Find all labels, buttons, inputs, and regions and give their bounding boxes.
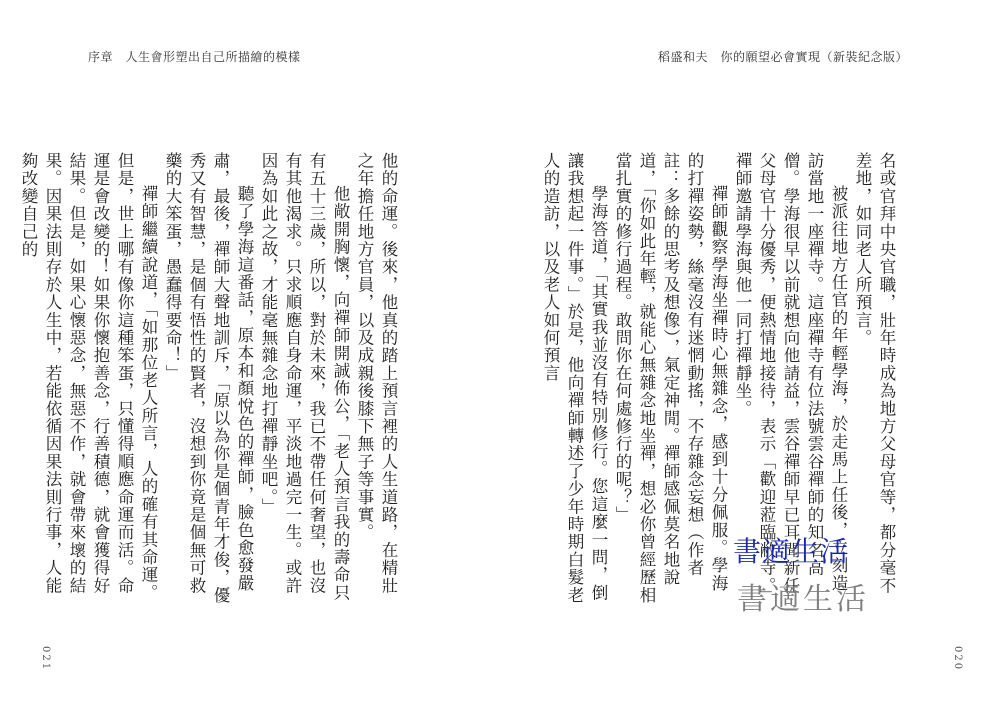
page-number-left: 021 — [40, 646, 51, 672]
body-text-left — [19, 152, 400, 607]
paragraph: 學海答道，「其實我並沒有特別修行。您這麼一問，倒讓我想起一件事。」於是，他向禪師轉述了少年時期白髮老人的造訪，以及老人如何預言 — [541, 152, 608, 604]
paragraph: 聽了學海這番話，原本和顏悅色的禪師，臉色愈發嚴肅，最後，禪師大聲地訓斥，「原以為你是個青年才俊，優秀又有智慧，是個有悟性的賢者，沒想到你竟是個無可救藥的大笨蛋，愚蠢得要命！」 — [163, 152, 254, 604]
paragraph: 名或官拜中央官職，壯年時成為地方父母官等，都分毫不差地，如同老人所預言。 — [853, 152, 896, 595]
paragraph: 被派往地方任官的年輕學海，於走馬上任後，立刻造訪當地一座禪寺。這座禪寺有位法號雲谷禪師的知名高僧。學海很早以前就想向他請益，雲谷禪師早已耳聞新任父母官十分優秀，便熱情地接待，表示「歡迎蒞臨敝寺。」禪師邀請學海與他一同打禪靜坐。 — [733, 152, 848, 604]
running-head-right: 稻盛和夫 你的願望必會實現（新裝紀念版） — [657, 50, 908, 64]
paragraph: 禪師繼續說道，「如那位老人所言，人的確有其命運。但是，世上哪有像你這種笨蛋，只懂得順應命運而活。命運是會改變的！如果你懷抱善念，行善積德，就會獲得好結果。但是，如果心懷惡念，無惡不作，就會帶來壞的結果。因果法則存於人生中，若能依循因果法則行事，人能夠改變自己的 — [19, 152, 158, 602]
publisher-watermark — [733, 530, 869, 620]
watermark-text-gray: 書適生活 — [737, 582, 869, 617]
running-head-left: 序章 人生會形塑出自己所描繪的模樣 — [88, 50, 301, 64]
paragraph: 他的命運。後來，他真的踏上預言裡的人生道路，在精壯之年擔任地方官員，以及成親後膝下無子等事實。 — [355, 152, 398, 595]
paragraph: 禪師觀察學海坐禪時心無雜念，感到十分佩服。學海的打禪姿勢，絲毫沒有迷惘動搖，不存雜念妄想（作者註：多餘的思考及想像），氣定神閒。禪師感佩莫名地說道，「你如此年輕，就能心無雜念地坐禪，想必你曾經歷相當扎實的修行過程。敢問你在何處修行的呢？」 — [613, 152, 728, 604]
page-number-right: 020 — [952, 646, 963, 672]
paragraph: 他敞開胸懷，向禪師開誠佈公，「老人預言我的壽命只有五十三歲，所以，對於未來，我已不帶任何奢望，也沒有其他渴求。只求順應自身命運，平淡地過完一生。或許因為如此之故，才能毫無雜念地打禪靜坐吧。」 — [259, 152, 350, 602]
watermark-text-blue: 書適生活 — [733, 535, 850, 568]
